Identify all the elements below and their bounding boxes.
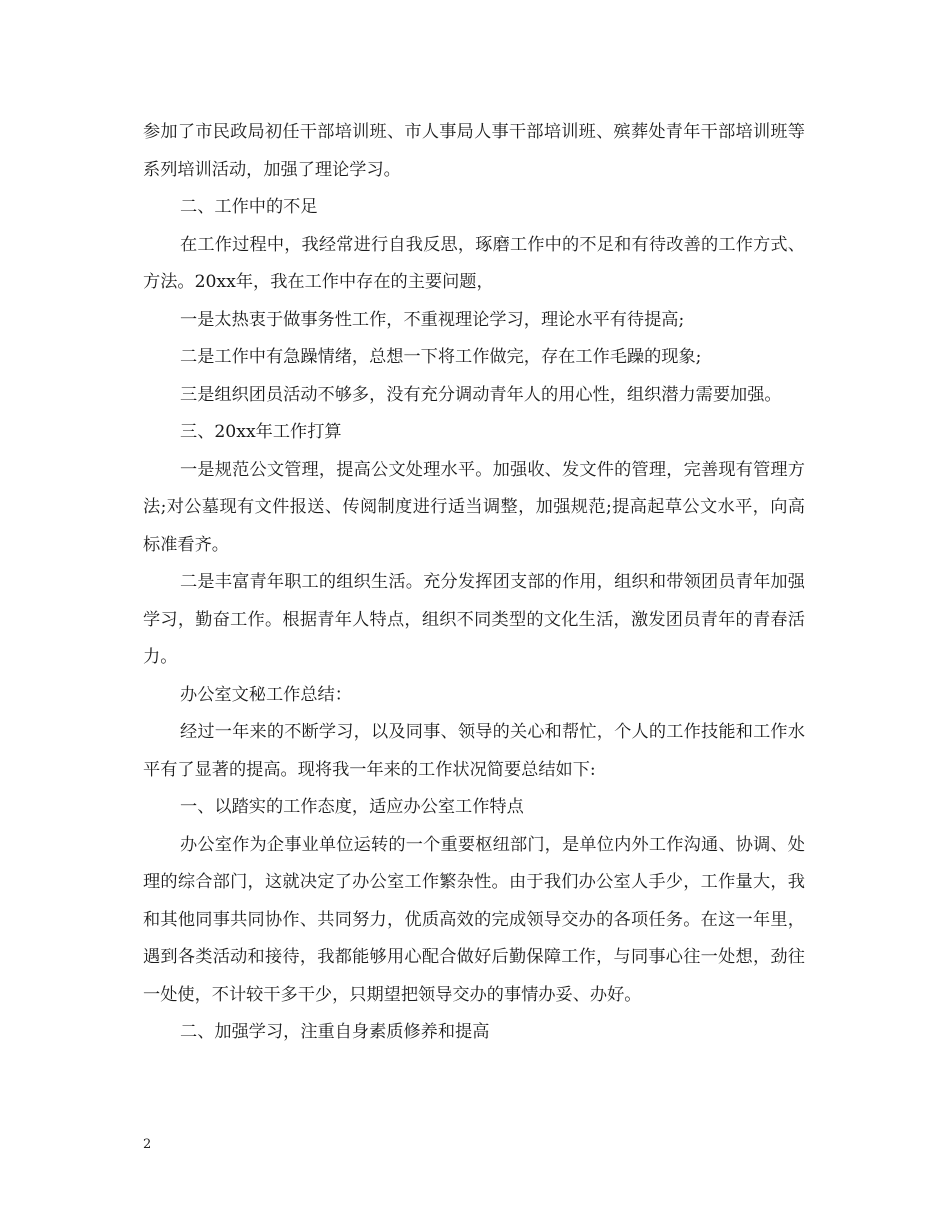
paragraph-1: 参加了市民政局初任干部培训班、市人事局人事干部培训班、殡葬处青年干部培训班等系列培训活动，加强了理论学习。 (143, 122, 805, 180)
section-heading-office-summary: 办公室文秘工作总结： (180, 684, 352, 705)
paragraph-6: 三是组织团员活动不够多，没有充分调动青年人的用心性，组织潜力需要加强。 (180, 384, 782, 405)
paragraph-8: 一是规范公文管理，提高公文处理水平。加强收、发文件的管理，完善现有管理方法;对公墓现有文件报送、传阅制度进行适当调整，加强规范;提高起草公文水平，向高标准看齐。 (143, 459, 805, 555)
section-heading-study: 二、加强学习，注重自身素质修养和提高 (180, 1022, 490, 1042)
section-heading-attitude: 一、以踏实的工作态度，适应办公室工作特点 (180, 797, 524, 817)
section-heading-plan: 三、20xx年工作打算 (180, 422, 342, 442)
document-body (143, 114, 805, 1052)
page-number: 2 (143, 1137, 152, 1152)
section-heading-shortcomings: 二、工作中的不足 (180, 197, 318, 217)
paragraph-4: 一是太热衷于做事务性工作，不重视理论学习，理论水平有待提高; (180, 309, 685, 330)
paragraph-9: 二是丰富青年职工的组织生活。充分发挥团支部的作用，组织和带领团员青年加强学习，勤奋工作。根据青年人特点，组织不同类型的文化生活，激发团员青年的青春活力。 (143, 572, 805, 667)
paragraph-13: 办公室作为企事业单位运转的一个重要枢纽部门，是单位内外工作沟通、协调、处理的综合部门，这就决定了办公室工作繁杂性。由于我们办公室人手少，工作量大，我和其他同事共同协作、共同努力，优质高效的完成领导交办的各项任务。在这一年里，遇到各类活动和接待，我都能够用心配合做好后勤保障工作，与同事心往一处想，劲往一处使，不计较干多干少，只期望把领导交办的事情办妥、办好。 (143, 834, 805, 1005)
paragraph-3: 在工作过程中，我经常进行自我反思，琢磨工作中的不足和有待改善的工作方式、方法。20xx年，我在工作中存在的主要问题， (143, 234, 805, 292)
paragraph-5: 二是工作中有急躁情绪，总想一下将工作做完，存在工作毛躁的现象; (180, 347, 702, 367)
paragraph-11: 经过一年来的不断学习，以及同事、领导的关心和帮忙，个人的工作技能和工作水平有了显著的提高。现将我一年来的工作状况简要总结如下: (143, 722, 805, 780)
